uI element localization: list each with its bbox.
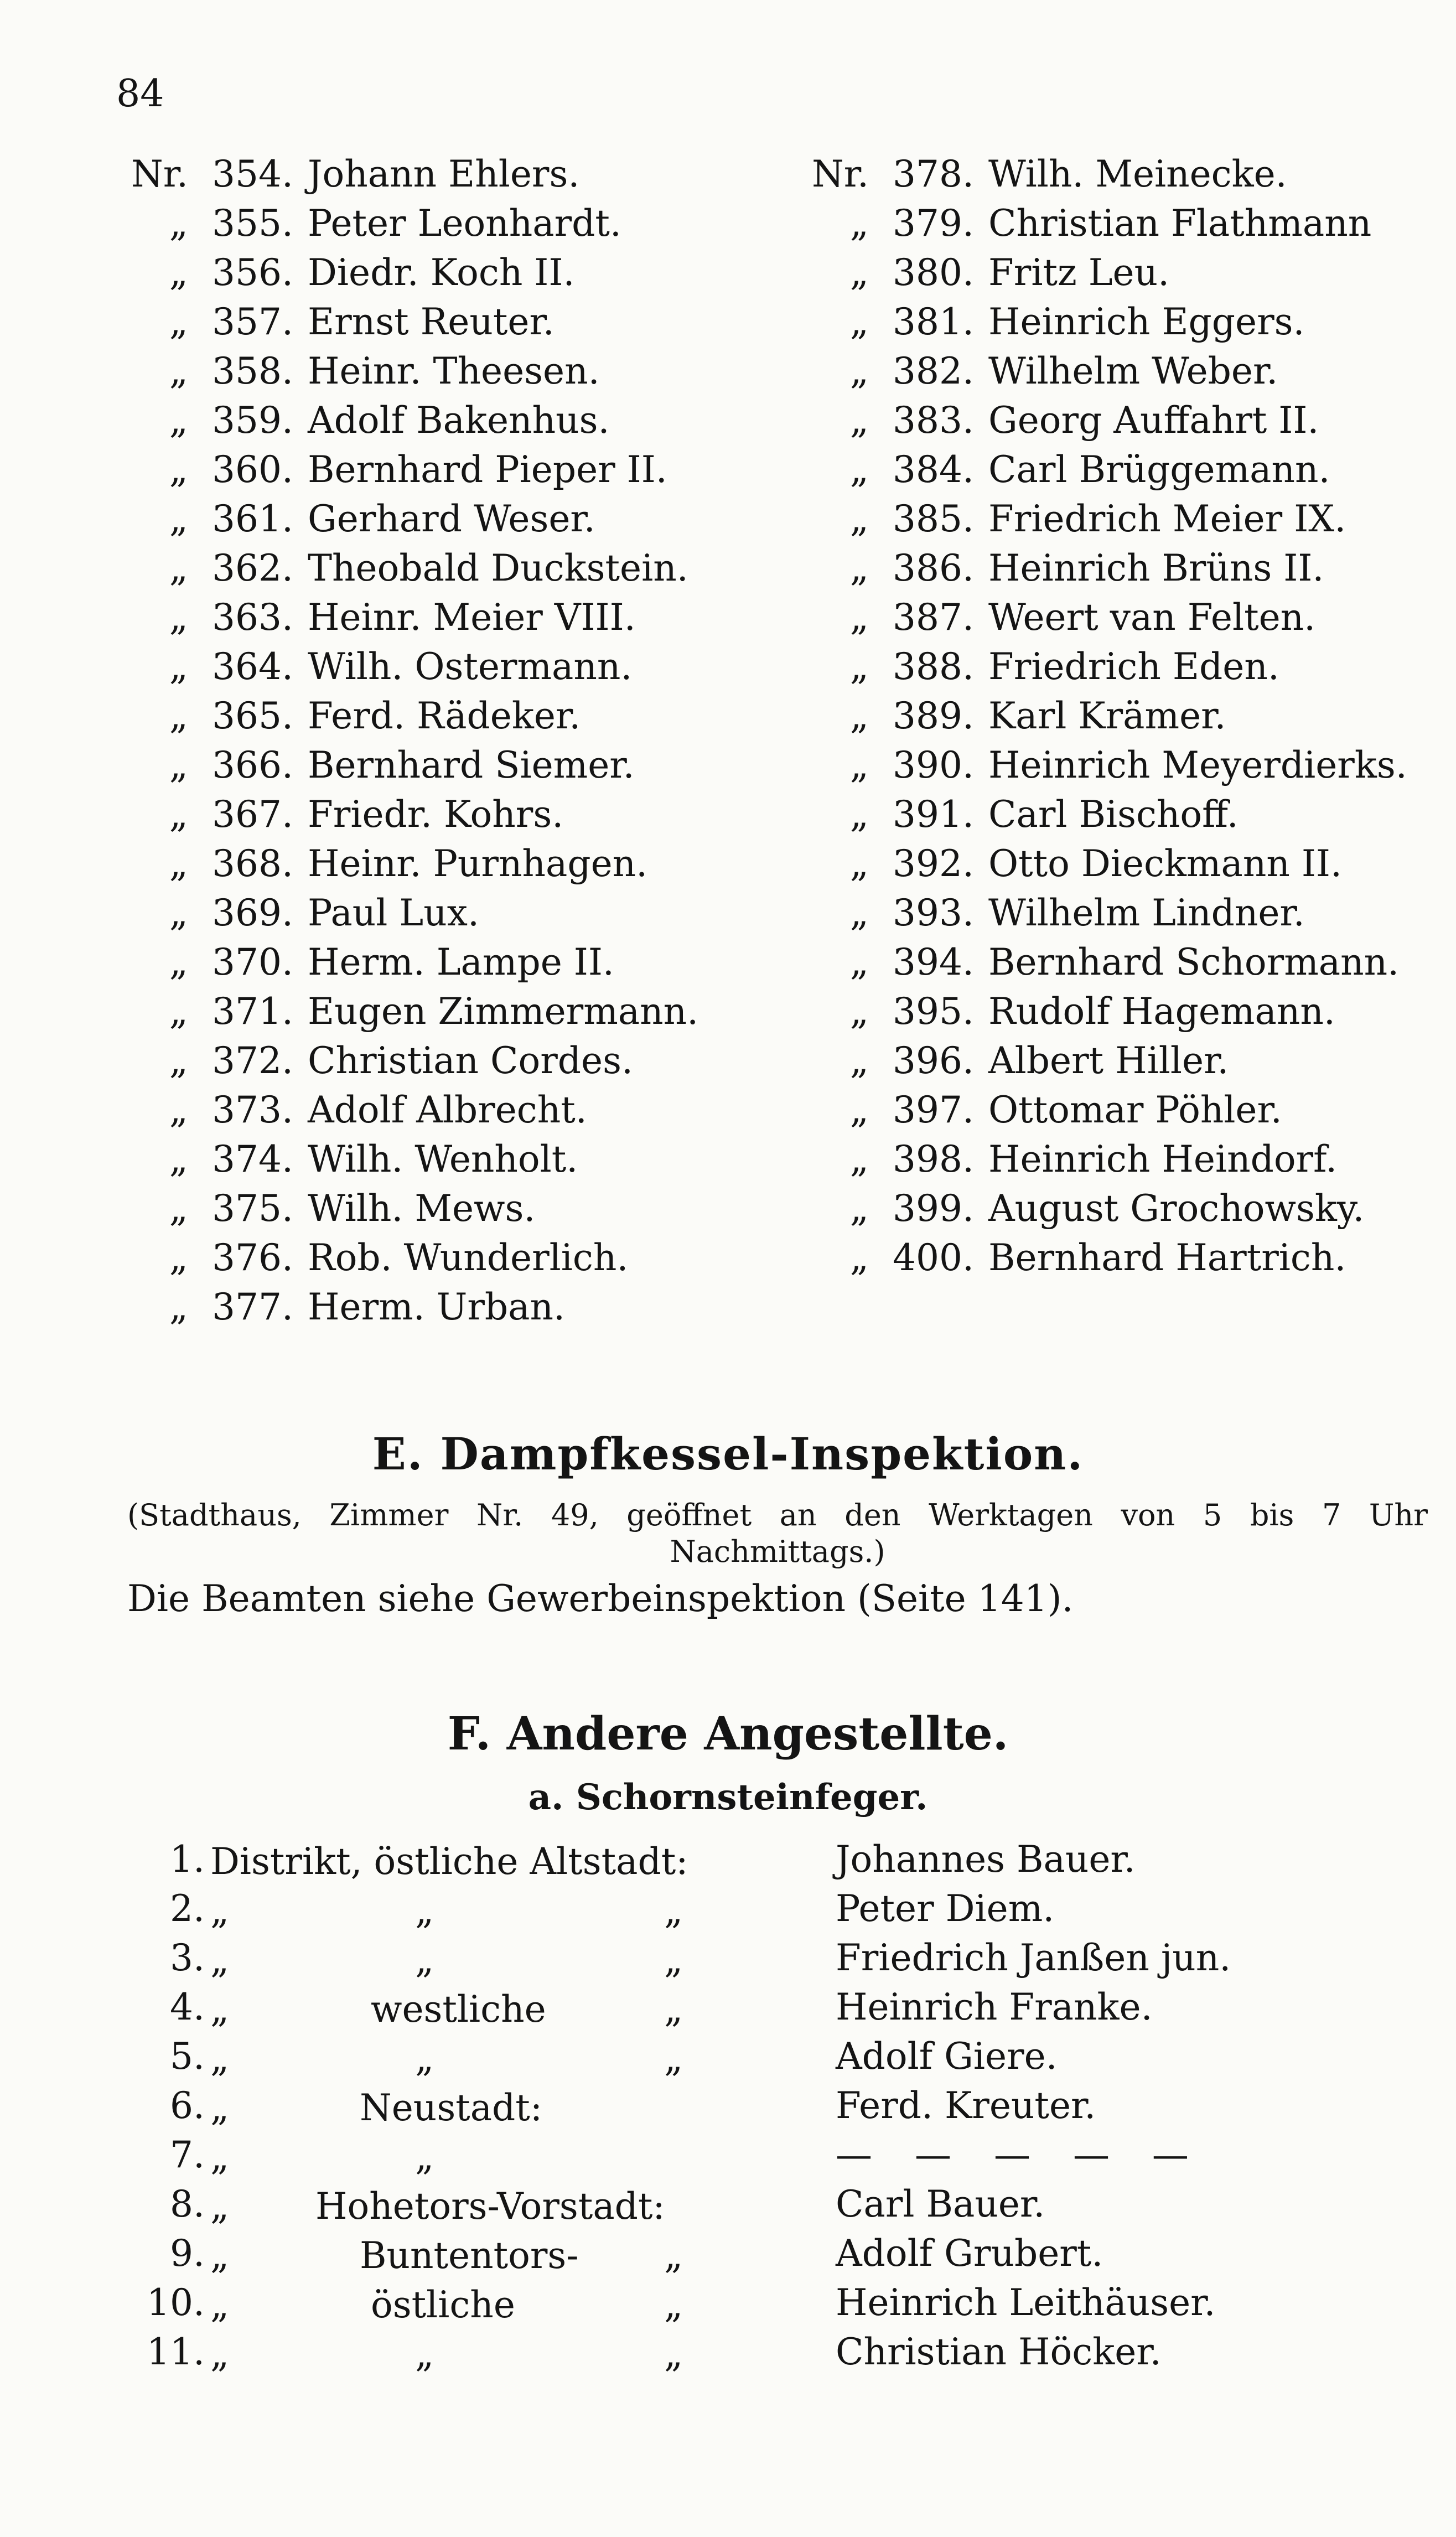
entry-prefix: „ — [169, 547, 188, 589]
roster-entry — [116, 987, 780, 1036]
entry-name: Georg Auffahrt II. — [988, 399, 1319, 442]
entry-name: Heinr. Theesen. — [308, 350, 600, 392]
roster-right-column — [797, 149, 1456, 1282]
entry-prefix: „ — [849, 1187, 869, 1230]
roster-entry — [116, 1184, 780, 1233]
entry-name: Weert van Felten. — [988, 596, 1316, 639]
entry-number: 364. — [212, 645, 293, 688]
office-hours-note — [127, 1497, 1428, 1570]
entry-name: Bernhard Schormann. — [988, 941, 1400, 983]
sweep-name: Heinrich Leithäuser. — [836, 2281, 1216, 2324]
entry-name: Theobald Duckstein. — [308, 547, 688, 589]
entry-prefix: „ — [849, 645, 869, 688]
district-number: 4. — [170, 1986, 205, 2028]
entry-prefix: „ — [169, 990, 188, 1033]
entry-number: 359. — [212, 399, 293, 442]
roster-entry — [116, 396, 780, 445]
entry-prefix: „ — [169, 350, 188, 392]
entry-prefix: „ — [849, 202, 869, 245]
entry-name: Heinrich Heindorf. — [988, 1138, 1338, 1181]
entry-number: 367. — [212, 793, 293, 836]
entry-prefix: „ — [169, 842, 188, 885]
entry-prefix: „ — [169, 645, 188, 688]
roster-entry — [797, 1233, 1456, 1282]
entry-number: 390. — [893, 744, 974, 786]
entry-number: 395. — [893, 990, 974, 1033]
entry-prefix: „ — [169, 1039, 188, 1082]
sweep-name: Heinrich Franke. — [836, 1986, 1153, 2028]
entry-prefix: „ — [849, 498, 869, 540]
roster-entry — [797, 494, 1456, 543]
entry-name: Ernst Reuter. — [308, 301, 555, 343]
sweep-name: Peter Diem. — [836, 1887, 1055, 1930]
roster-entry — [797, 445, 1456, 494]
entry-number: 396. — [893, 1039, 974, 1082]
entry-prefix: „ — [169, 1236, 188, 1279]
entry-prefix: „ — [169, 892, 188, 934]
district-label — [205, 1835, 830, 1884]
section-heading-angestellte: F. Andere Angestellte. — [447, 1707, 1009, 1761]
district-label-part: „ — [210, 2136, 230, 2178]
district-number: 5. — [170, 2035, 205, 2078]
district-label-part: „ — [664, 2284, 683, 2326]
entry-name: Otto Dieckmann II. — [988, 842, 1342, 885]
district-label-part: „ — [210, 2234, 230, 2277]
district-label-part: „ — [210, 2185, 230, 2228]
entry-name: Ottomar Pöhler. — [988, 1089, 1282, 1131]
sweep-name: Adolf Grubert. — [836, 2232, 1103, 2275]
district-row — [122, 2032, 1395, 2081]
entry-prefix: „ — [849, 547, 869, 589]
district-number: 8. — [170, 2183, 205, 2225]
roster-entry — [797, 346, 1456, 396]
roster-entry — [797, 543, 1456, 593]
entry-name: Paul Lux. — [308, 892, 479, 934]
entry-prefix: „ — [169, 399, 188, 442]
district-label-part: „ — [664, 2234, 683, 2277]
district-label-part: „ — [210, 1988, 230, 2031]
entry-name: Bernhard Hartrich. — [988, 1236, 1346, 1279]
entry-number: 366. — [212, 744, 293, 786]
district-row — [122, 2081, 1395, 2130]
entry-name: Herm. Lampe II. — [308, 941, 614, 983]
entry-number: 372. — [212, 1039, 293, 1082]
entry-prefix: „ — [849, 448, 869, 491]
entry-prefix: „ — [849, 399, 869, 442]
roster-entry — [797, 1184, 1456, 1233]
entry-number: 374. — [212, 1138, 293, 1181]
entry-prefix: „ — [849, 892, 869, 934]
sweep-name: Friedrich Janßen jun. — [836, 1937, 1231, 1979]
roster-entry — [116, 494, 780, 543]
roster-left-column — [116, 149, 780, 1332]
roster-entry — [797, 1036, 1456, 1085]
entry-name: Heinrich Eggers. — [988, 301, 1305, 343]
district-label — [205, 2278, 830, 2327]
entry-name: Ferd. Rädeker. — [308, 695, 581, 737]
roster-entry — [116, 790, 780, 839]
entry-prefix: „ — [849, 596, 869, 639]
entry-name: Bernhard Siemer. — [308, 744, 635, 786]
district-label-part: „ — [210, 2037, 230, 2080]
roster-entry — [116, 445, 780, 494]
roster-entry — [797, 1085, 1456, 1135]
entry-number: 385. — [893, 498, 974, 540]
district-row — [122, 1982, 1395, 2032]
district-label-part: „ — [664, 2333, 683, 2375]
roster-entry — [116, 1233, 780, 1282]
district-row — [122, 1933, 1395, 1982]
roster-entry — [116, 839, 780, 888]
entry-number: 376. — [212, 1236, 293, 1279]
entry-number: 383. — [893, 399, 974, 442]
entry-number: 361. — [212, 498, 293, 540]
entry-prefix: „ — [169, 1286, 188, 1328]
entry-name: Wilhelm Weber. — [988, 350, 1278, 392]
subheading-schornsteinfeger: a. Schornsteinfeger. — [528, 1777, 928, 1818]
district-row — [122, 1884, 1395, 1933]
district-row — [122, 2179, 1395, 2229]
entry-prefix: „ — [169, 793, 188, 836]
entry-name: Johann Ehlers. — [308, 153, 580, 195]
sweep-name: — — — — — — [836, 2134, 1204, 2176]
entry-prefix: Nr. — [811, 153, 869, 195]
entry-number: 358. — [212, 350, 293, 392]
entry-name: Heinrich Meyerdierks. — [988, 744, 1407, 786]
entry-prefix: „ — [169, 1187, 188, 1230]
district-number: 3. — [170, 1937, 205, 1979]
roster-entry — [797, 642, 1456, 691]
district-label-part: „ — [415, 1889, 434, 1932]
district-label-part: Buntentors- — [360, 2234, 579, 2277]
district-number: 1. — [170, 1838, 205, 1881]
entry-number: 400. — [893, 1236, 974, 1279]
roster-entry — [797, 248, 1456, 297]
entry-name: Rudolf Hagemann. — [988, 990, 1335, 1033]
roster-entry — [116, 1282, 780, 1332]
district-label-part: „ — [210, 2333, 230, 2375]
roster-entry — [797, 199, 1456, 248]
district-label — [205, 2032, 830, 2081]
entry-prefix: „ — [169, 596, 188, 639]
entry-name: Adolf Albrecht. — [308, 1089, 587, 1131]
entry-number: 362. — [212, 547, 293, 589]
district-label-part: „ — [664, 2037, 683, 2080]
entry-name: Gerhard Weser. — [308, 498, 595, 540]
section-heading-dampfkessel: E. Dampfkessel-Inspektion. — [372, 1428, 1084, 1480]
entry-number: 379. — [893, 202, 974, 245]
entry-name: Friedr. Kohrs. — [308, 793, 564, 836]
entry-prefix: „ — [849, 990, 869, 1033]
entry-number: 397. — [893, 1089, 974, 1131]
district-label — [205, 2130, 830, 2179]
entry-number: 388. — [893, 645, 974, 688]
entry-name: Christian Flathmann — [988, 202, 1372, 245]
roster-entry — [797, 888, 1456, 938]
entry-name: August Grochowsky. — [988, 1187, 1365, 1230]
entry-name: Friedrich Eden. — [988, 645, 1279, 688]
entry-number: 389. — [893, 695, 974, 737]
entry-name: Rob. Wunderlich. — [308, 1236, 629, 1279]
beamte-reference: Die Beamten siehe Gewerbeinspektion (Seite 141). — [127, 1577, 1074, 1620]
district-label — [205, 2179, 830, 2229]
roster-entry — [116, 642, 780, 691]
district-label-part: Neustadt: — [360, 2086, 543, 2129]
entry-name: Karl Krämer. — [988, 695, 1226, 737]
entry-name: Bernhard Pieper II. — [308, 448, 667, 491]
entry-number: 393. — [893, 892, 974, 934]
entry-prefix: „ — [849, 1039, 869, 1082]
roster-entry — [797, 297, 1456, 346]
entry-number: 355. — [212, 202, 293, 245]
entry-prefix: „ — [169, 744, 188, 786]
entry-name: Christian Cordes. — [308, 1039, 633, 1082]
office-hours-line-1: (Stadthaus, Zimmer Nr. 49, geöffnet an den Werktagen von 5 bis 7 Uhr — [127, 1498, 1428, 1532]
roster-entry — [116, 199, 780, 248]
roster-entry — [116, 149, 780, 199]
district-number: 9. — [170, 2232, 205, 2275]
entry-number: 384. — [893, 448, 974, 491]
roster-entry — [116, 741, 780, 790]
entry-name: Friedrich Meier IX. — [988, 498, 1346, 540]
district-label — [205, 1933, 830, 1982]
roster-entry — [797, 741, 1456, 790]
roster-entry — [797, 790, 1456, 839]
district-number: 2. — [170, 1887, 205, 1930]
district-label-part: „ — [664, 1939, 683, 1981]
district-number: 7. — [170, 2134, 205, 2176]
entry-prefix: „ — [849, 1236, 869, 1279]
entry-prefix: „ — [849, 842, 869, 885]
district-label — [205, 1982, 830, 2032]
roster-entry — [116, 938, 780, 987]
district-label — [205, 2327, 830, 2377]
entry-name: Adolf Bakenhus. — [308, 399, 610, 442]
entry-name: Diedr. Koch II. — [308, 251, 575, 294]
district-label-part: „ — [415, 2333, 434, 2375]
district-row — [122, 2327, 1395, 2377]
roster-entry — [797, 938, 1456, 987]
district-label-part: „ — [210, 2086, 230, 2129]
entry-number: 370. — [212, 941, 293, 983]
district-label-part: Hohetors-Vorstadt: — [315, 2185, 665, 2228]
district-list — [122, 1835, 1395, 2377]
district-number: 10. — [147, 2281, 205, 2324]
entry-prefix: „ — [849, 301, 869, 343]
roster-entry — [116, 888, 780, 938]
district-label-part: „ — [210, 2284, 230, 2326]
entry-name: Wilhelm Lindner. — [988, 892, 1305, 934]
entry-name: Heinr. Meier VIII. — [308, 596, 636, 639]
roster-entry — [797, 396, 1456, 445]
district-number: 6. — [170, 2084, 205, 2127]
office-hours-line-2: Nachmittags.) — [670, 1534, 885, 1569]
entry-name: Wilh. Meinecke. — [988, 153, 1287, 195]
district-row — [122, 2229, 1395, 2278]
entry-prefix: „ — [169, 695, 188, 737]
entry-prefix: „ — [849, 941, 869, 983]
entry-number: 378. — [893, 153, 974, 195]
entry-name: Wilh. Ostermann. — [308, 645, 633, 688]
entry-number: 382. — [893, 350, 974, 392]
entry-number: 386. — [893, 547, 974, 589]
entry-name: Herm. Urban. — [308, 1286, 565, 1328]
district-row — [122, 1835, 1395, 1884]
district-label-part: „ — [210, 1889, 230, 1932]
entry-prefix: „ — [169, 941, 188, 983]
district-label-part: „ — [664, 1889, 683, 1932]
entry-number: 399. — [893, 1187, 974, 1230]
entry-number: 398. — [893, 1138, 974, 1181]
roster-entry — [116, 248, 780, 297]
roster-entry — [116, 346, 780, 396]
entry-number: 387. — [893, 596, 974, 639]
roster-entry — [116, 1085, 780, 1135]
entry-number: 369. — [212, 892, 293, 934]
entry-number: 375. — [212, 1187, 293, 1230]
entry-number: 380. — [893, 251, 974, 294]
entry-name: Peter Leonhardt. — [308, 202, 621, 245]
roster-entry — [116, 297, 780, 346]
district-number: 11. — [147, 2331, 205, 2373]
entry-prefix: „ — [169, 202, 188, 245]
entry-name: Carl Bischoff. — [988, 793, 1239, 836]
entry-number: 371. — [212, 990, 293, 1033]
entry-prefix: „ — [169, 1138, 188, 1181]
roster-entry — [797, 691, 1456, 741]
entry-prefix: Nr. — [131, 153, 188, 195]
district-label-part: „ — [415, 2136, 434, 2178]
sweep-name: Ferd. Kreuter. — [836, 2084, 1096, 2127]
roster-entry — [116, 691, 780, 741]
sweep-name: Carl Bauer. — [836, 2183, 1045, 2225]
entry-number: 360. — [212, 448, 293, 491]
entry-prefix: „ — [169, 448, 188, 491]
entry-number: 356. — [212, 251, 293, 294]
roster-entry — [116, 1135, 780, 1184]
entry-number: 373. — [212, 1089, 293, 1131]
district-label-part: „ — [664, 1988, 683, 2031]
entry-name: Carl Brüggemann. — [988, 448, 1330, 491]
entry-number: 392. — [893, 842, 974, 885]
entry-number: 363. — [212, 596, 293, 639]
entry-name: Wilh. Mews. — [308, 1187, 536, 1230]
entry-prefix: „ — [169, 1089, 188, 1131]
roster-entry — [797, 987, 1456, 1036]
entry-number: 394. — [893, 941, 974, 983]
entry-number: 365. — [212, 695, 293, 737]
entry-prefix: „ — [169, 301, 188, 343]
entry-name: Albert Hiller. — [988, 1039, 1229, 1082]
entry-number: 377. — [212, 1286, 293, 1328]
entry-name: Heinr. Purnhagen. — [308, 842, 648, 885]
entry-name: Heinrich Brüns II. — [988, 547, 1324, 589]
entry-prefix: „ — [849, 744, 869, 786]
entry-prefix: „ — [849, 350, 869, 392]
entry-prefix: „ — [849, 1089, 869, 1131]
sweep-name: Christian Höcker. — [836, 2331, 1162, 2373]
roster-entry — [116, 1036, 780, 1085]
entry-name: Eugen Zimmermann. — [308, 990, 699, 1033]
entry-number: 381. — [893, 301, 974, 343]
district-row — [122, 2278, 1395, 2327]
roster-entry — [797, 149, 1456, 199]
roster-entry — [797, 593, 1456, 642]
district-label-part: Distrikt, östliche Altstadt: — [210, 1840, 688, 1883]
entry-prefix: „ — [849, 251, 869, 294]
district-label — [205, 2229, 830, 2278]
entry-number: 357. — [212, 301, 293, 343]
entry-prefix: „ — [849, 695, 869, 737]
roster-entry — [116, 543, 780, 593]
entry-number: 368. — [212, 842, 293, 885]
district-label — [205, 2081, 830, 2130]
district-label-part: östliche — [371, 2284, 515, 2326]
entry-name: Fritz Leu. — [988, 251, 1170, 294]
sweep-name: Johannes Bauer. — [836, 1838, 1136, 1881]
entry-name: Wilh. Wenholt. — [308, 1138, 578, 1181]
district-label-part: westliche — [371, 1988, 546, 2031]
entry-number: 391. — [893, 793, 974, 836]
district-label-part: „ — [415, 2037, 434, 2080]
entry-prefix: „ — [849, 793, 869, 836]
roster-entry — [797, 839, 1456, 888]
roster-entry — [797, 1135, 1456, 1184]
entry-prefix: „ — [849, 1138, 869, 1181]
page-number: 84 — [116, 72, 164, 116]
entry-number: 354. — [212, 153, 293, 195]
district-label-part: „ — [210, 1939, 230, 1981]
district-row — [122, 2130, 1395, 2179]
entry-prefix: „ — [169, 251, 188, 294]
district-label — [205, 1884, 830, 1933]
district-label-part: „ — [415, 1939, 434, 1981]
sweep-name: Adolf Giere. — [836, 2035, 1058, 2078]
roster-entry — [116, 593, 780, 642]
entry-prefix: „ — [169, 498, 188, 540]
